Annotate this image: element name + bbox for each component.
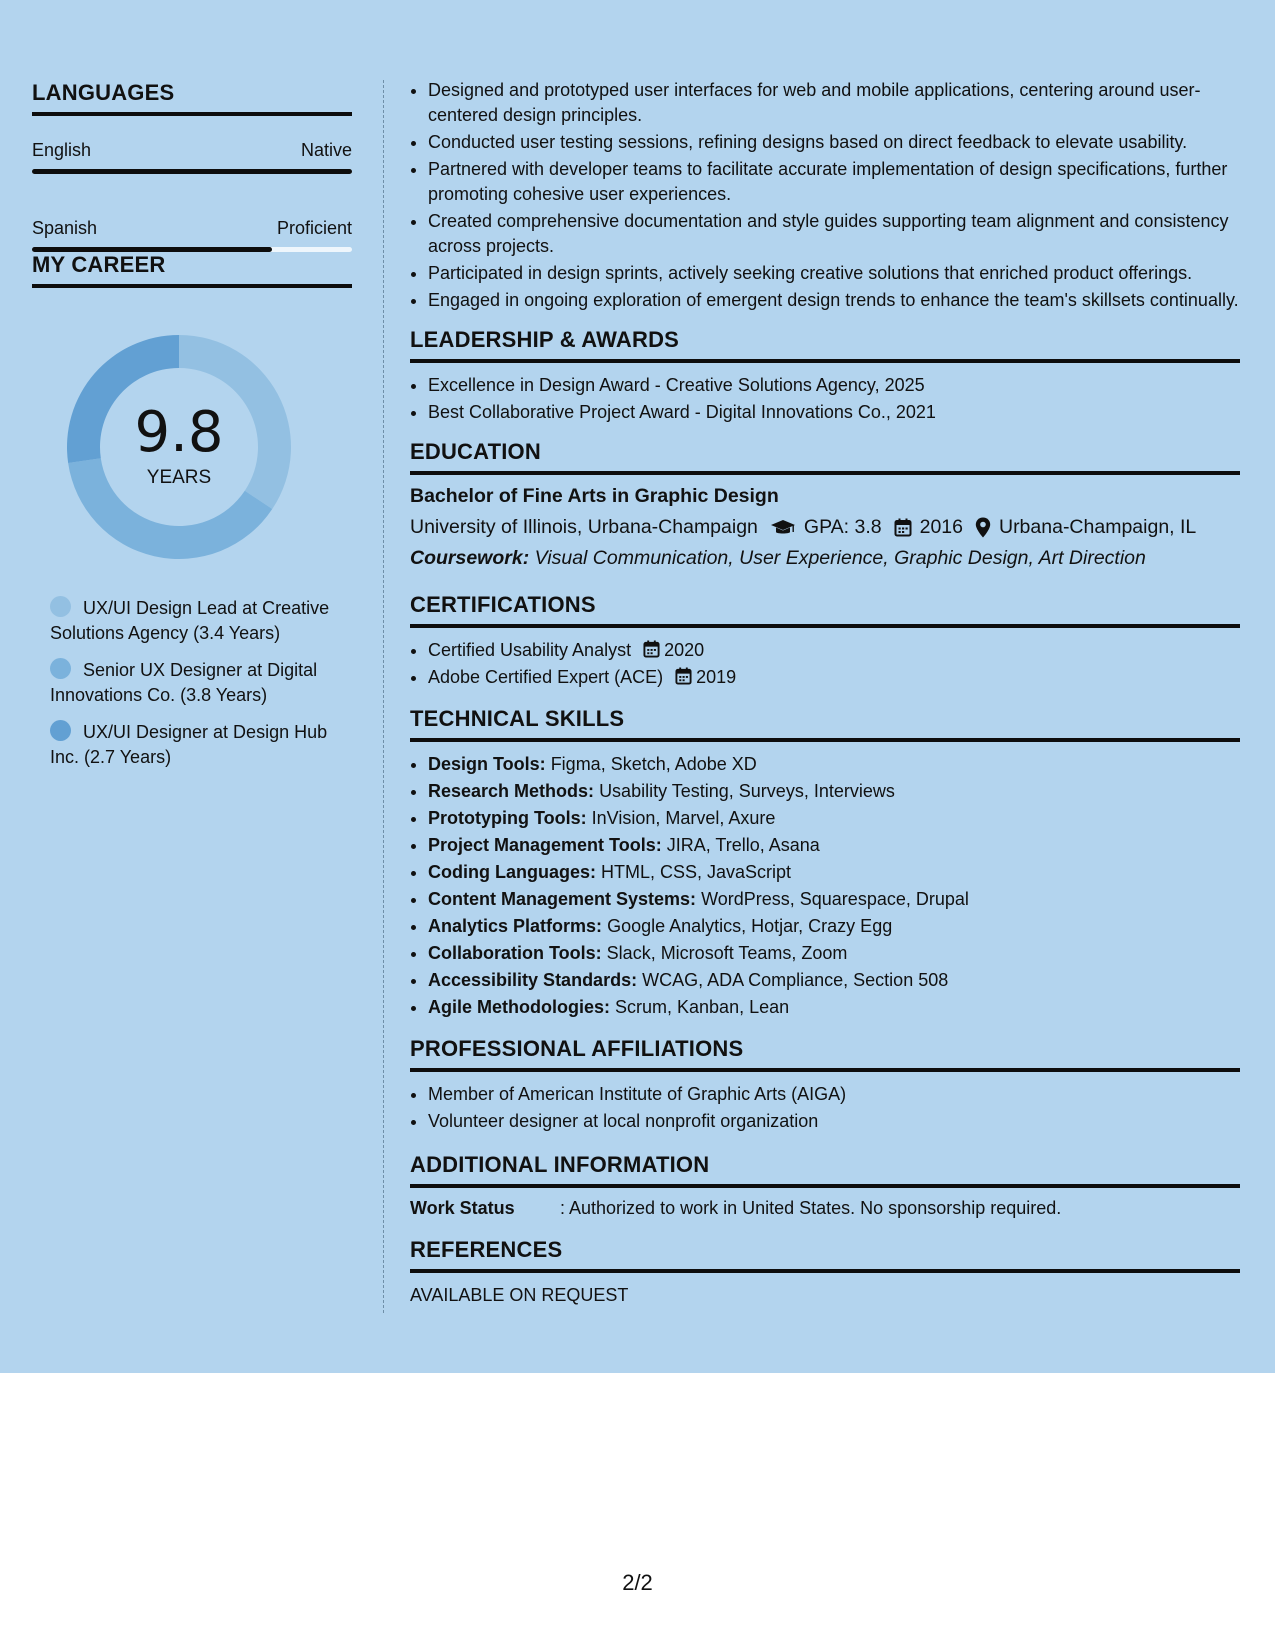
career-total-value: 9.8 — [134, 400, 224, 465]
language-name: Spanish — [32, 218, 98, 238]
language-name: English — [32, 140, 92, 160]
additional-info-heading: ADDITIONAL INFORMATION — [410, 1152, 1240, 1188]
experience-bullet: • Conducted user testing sessions, refining designs based on direct feedback to elevate usability. — [428, 130, 1240, 155]
skill-category: Project Management Tools: — [428, 835, 662, 855]
career-total-unit: YEARS — [146, 467, 212, 488]
skill-values: Usability Testing, Surveys, Interviews — [599, 781, 895, 801]
calendar-icon — [894, 518, 912, 537]
affiliation-item: • Member of American Institute of Graphic Arts (AIGA) — [428, 1082, 1240, 1107]
language-proficiency-bar — [32, 169, 352, 174]
career-donut-chart — [64, 332, 294, 562]
skill-category: Coding Languages: — [428, 862, 596, 882]
career-role-label: UX/UI Designer at Design Hub Inc. (2.7 Years) — [50, 722, 328, 767]
certification-item — [428, 638, 1240, 663]
skill-item — [428, 887, 1240, 912]
affiliations-section — [410, 1036, 1240, 1134]
skill-category: Collaboration Tools: — [428, 943, 602, 963]
skill-values: Scrum, Kanban, Lean — [615, 997, 790, 1017]
skill-item — [428, 860, 1240, 885]
languages-heading: LANGUAGES — [32, 80, 352, 116]
skill-item — [428, 833, 1240, 858]
page-number: 2/2 — [622, 1570, 653, 1595]
skill-values: Google Analytics, Hotjar, Crazy Egg — [607, 916, 893, 936]
experience-bullet: • Partnered with developer teams to facilitate accurate implementation of design specifications, further promoting cohesive user experiences. — [428, 157, 1240, 207]
skill-category: Accessibility Standards: — [428, 970, 638, 990]
leadership-heading: LEADERSHIP & AWARDS — [410, 327, 1240, 363]
leadership-section — [410, 327, 1240, 425]
education-gpa: GPA: 3.8 — [803, 516, 882, 538]
skill-item — [428, 995, 1240, 1020]
skill-item — [428, 779, 1240, 804]
skill-item — [428, 914, 1240, 939]
work-status-label: Work Status — [410, 1198, 515, 1218]
education-degree: Bachelor of Fine Arts in Graphic Design — [410, 485, 779, 507]
references-heading: REFERENCES — [410, 1237, 1240, 1273]
skill-category: Agile Methodologies: — [428, 997, 610, 1017]
references-text: AVAILABLE ON REQUEST — [410, 1285, 629, 1305]
skill-values: WCAG, ADA Compliance, Section 508 — [642, 970, 949, 990]
skill-values: JIRA, Trello, Asana — [666, 835, 820, 855]
location-pin-icon — [975, 517, 991, 538]
experience-bullet-list — [410, 78, 1240, 313]
skill-item — [428, 941, 1240, 966]
experience-bullet: • Designed and prototyped user interfaces for web and mobile applications, centering around user-centered design principles. — [428, 78, 1240, 128]
language-list — [32, 116, 352, 252]
certification-year: 2019 — [696, 667, 737, 687]
career-heading: MY CAREER — [32, 252, 352, 288]
certification-name: Adobe Certified Expert (ACE) — [428, 667, 664, 687]
graduation-cap-icon — [770, 519, 796, 537]
language-item — [32, 116, 352, 174]
references-section — [410, 1237, 1240, 1306]
career-role-label: Senior UX Designer at Digital Innovations Co. (3.8 Years) — [50, 660, 318, 705]
certification-name: Certified Usability Analyst — [428, 640, 632, 660]
additional-info-section — [410, 1152, 1240, 1219]
certification-item — [428, 665, 1240, 690]
language-proficiency-fill — [32, 247, 272, 252]
experience-bullet: • Participated in design sprints, actively seeking creative solutions that enriched product offerings. — [428, 261, 1240, 286]
certification-year: 2020 — [664, 640, 705, 660]
education-details — [410, 516, 1240, 539]
skill-category: Research Methods: — [428, 781, 595, 801]
experience-bullet: • Created comprehensive documentation and style guides supporting team alignment and consistency across projects. — [428, 209, 1240, 259]
legend-dot-icon — [50, 720, 71, 741]
language-level: Native — [300, 140, 352, 160]
education-year: 2016 — [919, 516, 963, 538]
certifications-section — [410, 592, 1240, 690]
coursework-value: Visual Communication, User Experience, Graphic Design, Art Direction — [534, 547, 1146, 569]
education-section — [410, 439, 1240, 570]
skill-category: Content Management Systems: — [428, 889, 697, 909]
calendar-icon — [675, 667, 692, 685]
career-role-list — [50, 596, 330, 770]
education-heading: EDUCATION — [410, 439, 1240, 475]
skill-values: InVision, Marvel, Axure — [591, 808, 776, 828]
career-role-item — [50, 596, 330, 646]
education-school: University of Illinois, Urbana-Champaign — [410, 516, 758, 538]
legend-dot-icon — [50, 658, 71, 679]
certifications-heading: CERTIFICATIONS — [410, 592, 1240, 628]
affiliation-item: • Volunteer designer at local nonprofit organization — [428, 1109, 1240, 1134]
skill-values: WordPress, Squarespace, Drupal — [701, 889, 969, 909]
skill-values: Figma, Sketch, Adobe XD — [550, 754, 757, 774]
skill-values: Slack, Microsoft Teams, Zoom — [606, 943, 848, 963]
skill-category: Prototyping Tools: — [428, 808, 587, 828]
calendar-icon — [643, 640, 660, 658]
skills-heading: TECHNICAL SKILLS — [410, 706, 1240, 742]
language-proficiency-bar — [32, 247, 352, 252]
career-role-label: UX/UI Design Lead at Creative Solutions Agency (3.4 Years) — [50, 598, 330, 643]
education-location: Urbana-Champaign, IL — [998, 516, 1197, 538]
career-role-item — [50, 720, 330, 770]
skill-category: Analytics Platforms: — [428, 916, 603, 936]
skill-category: Design Tools: — [428, 754, 546, 774]
skill-item — [428, 968, 1240, 993]
column-divider — [383, 80, 384, 1313]
skills-section — [410, 706, 1240, 1020]
education-coursework — [410, 547, 1240, 570]
legend-dot-icon — [50, 596, 71, 617]
skill-values: HTML, CSS, JavaScript — [601, 862, 792, 882]
award-item: • Excellence in Design Award - Creative Solutions Agency, 2025 — [428, 373, 1240, 398]
skill-item — [428, 752, 1240, 777]
affiliations-heading: PROFESSIONAL AFFILIATIONS — [410, 1036, 1240, 1072]
right-column — [410, 78, 1240, 1306]
career-role-item — [50, 658, 330, 708]
skill-item — [428, 806, 1240, 831]
language-item — [32, 194, 352, 252]
language-proficiency-fill — [32, 169, 352, 174]
left-column — [32, 80, 352, 782]
award-item: • Best Collaborative Project Award - Digital Innovations Co., 2021 — [428, 400, 1240, 425]
language-level: Proficient — [276, 218, 352, 238]
work-status-value: : Authorized to work in United States. No sponsorship required. — [560, 1198, 1062, 1218]
coursework-label: Coursework: — [410, 547, 530, 569]
experience-bullet: • Engaged in ongoing exploration of emergent design trends to enhance the team's skillsets continually. — [428, 288, 1240, 313]
